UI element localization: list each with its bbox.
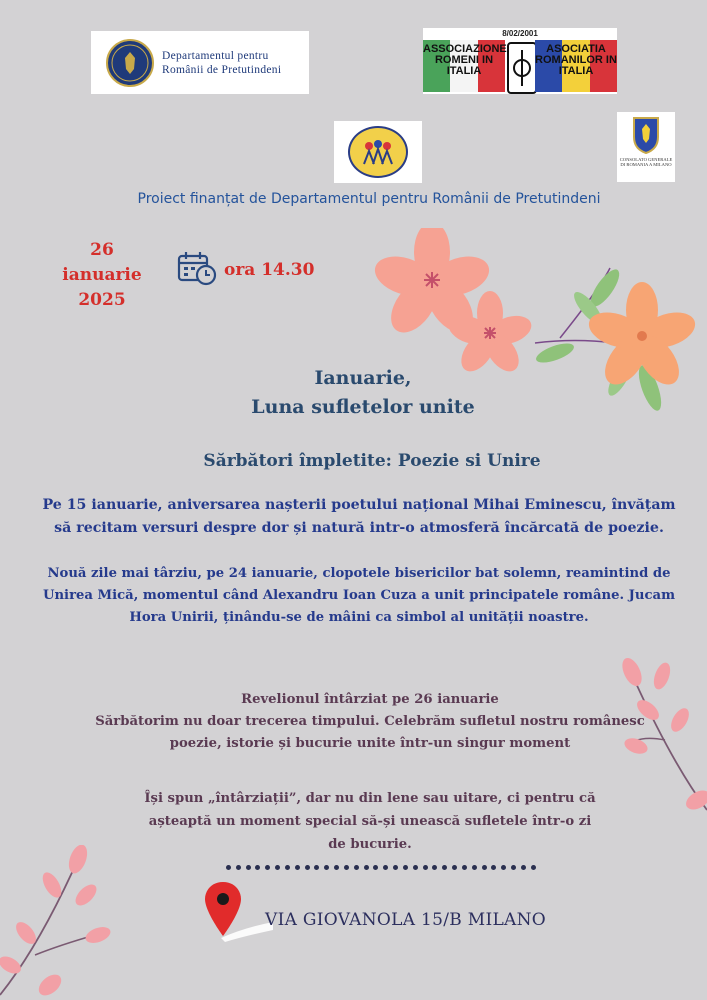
revelion-line-1: Revelionul întârziat pe 26 ianuarie bbox=[241, 692, 499, 707]
title-line-2: Luna sufletelor unite bbox=[251, 396, 475, 418]
divider-dot bbox=[373, 865, 378, 870]
branch-decoration-right bbox=[610, 650, 707, 820]
divider-dot bbox=[265, 865, 270, 870]
divider-dot bbox=[482, 865, 487, 870]
paragraph-eminescu: Pe 15 ianuarie, aniversarea nașterii poetului național Mihai Eminescu, învățam să recitam versuri despre dor și natură intr-o atmosferă încărcată de poezie. bbox=[42, 497, 676, 536]
title-line-1: Ianuarie, bbox=[314, 367, 412, 389]
dotted-divider bbox=[226, 861, 536, 873]
divider-dot bbox=[275, 865, 280, 870]
divider-dot bbox=[255, 865, 260, 870]
event-date bbox=[52, 238, 152, 313]
page-title bbox=[0, 364, 707, 422]
divider-dot bbox=[413, 865, 418, 870]
dept-line-1: Departamentul pentru bbox=[162, 49, 269, 62]
divider-dot bbox=[236, 865, 241, 870]
divider-dot bbox=[305, 865, 310, 870]
coat-of-arms-icon bbox=[631, 115, 661, 155]
assoc-text-italian: ASSOCIAZIONE ROMENI IN ITALIA bbox=[423, 43, 507, 77]
assoc-emblem-icon bbox=[507, 42, 537, 94]
divider-dot bbox=[226, 865, 231, 870]
event-time: ora 14.30 bbox=[224, 260, 315, 280]
divider-dot bbox=[442, 865, 447, 870]
event-date-day: 26 ianuarie bbox=[62, 240, 142, 285]
event-date-year: 2025 bbox=[78, 290, 126, 310]
paragraph-unirea: Nouă zile mai târziu, pe 24 ianuarie, clopotele bisericilor bat solemn, reamintind de Unirea Mică, momentul când Alexandru Ioan Cuza a unit principatele române. Jucam Hora Unirii, ținându-se de mâini ca simbol al unității noastre. bbox=[42, 566, 676, 625]
divider-dot bbox=[334, 865, 339, 870]
divider-dot bbox=[344, 865, 349, 870]
logo-centro-culturale bbox=[334, 121, 422, 183]
divider-dot bbox=[501, 865, 506, 870]
divider-dot bbox=[324, 865, 329, 870]
divider-dot bbox=[383, 865, 388, 870]
assoc-date: 8/02/2001 bbox=[502, 29, 538, 38]
divider-dot bbox=[531, 865, 536, 870]
revelion-line-3: poezie, istorie și bucurie unite într-un singur moment bbox=[169, 736, 571, 751]
divider-dot bbox=[521, 865, 526, 870]
divider-dot bbox=[423, 865, 428, 870]
consolato-text: CONSOLATO GENERALE DI ROMANIA A MILANO bbox=[619, 157, 673, 168]
assoc-text-romanian: ASOCIATIA ROMANILOR IN ITALIA bbox=[535, 43, 617, 77]
divider-dot bbox=[285, 865, 290, 870]
paragraph-intarziatii: Își spun „întârziații”, dar nu din lene sau uitare, ci pentru că așteaptă un moment special să-și unească sufletele într-o zi de bucurie. bbox=[144, 791, 596, 852]
divider-dot bbox=[314, 865, 319, 870]
divider-dot bbox=[432, 865, 437, 870]
paragraph-revelion bbox=[60, 689, 680, 755]
divider-dot bbox=[393, 865, 398, 870]
dept-line-2: Românii de Pretutindeni bbox=[162, 63, 282, 76]
logo-consolato bbox=[617, 112, 675, 182]
divider-dot bbox=[462, 865, 467, 870]
divider-dot bbox=[491, 865, 496, 870]
divider-dot bbox=[403, 865, 408, 870]
funding-line: Proiect finanțat de Departamentul pentru Românii de Pretutindeni bbox=[137, 191, 601, 207]
divider-dot bbox=[354, 865, 359, 870]
divider-dot bbox=[364, 865, 369, 870]
divider-dot bbox=[246, 865, 251, 870]
event-address: VIA GIOVANOLA 15/B MILANO bbox=[265, 910, 547, 930]
divider-dot bbox=[511, 865, 516, 870]
revelion-line-2: Sărbătorim nu doar trecerea timpului. Celebrăm sufletul nostru românesc bbox=[95, 714, 645, 729]
subtitle: Sărbători împletite: Poezie si Unire bbox=[203, 451, 541, 471]
divider-dot bbox=[295, 865, 300, 870]
logo-asociatia bbox=[423, 28, 617, 94]
divider-dot bbox=[452, 865, 457, 870]
calendar-clock-icon bbox=[176, 250, 218, 286]
logo-departamentul bbox=[91, 31, 309, 94]
government-seal-icon bbox=[106, 39, 154, 87]
branch-decoration-left bbox=[0, 845, 120, 1000]
divider-dot bbox=[472, 865, 477, 870]
